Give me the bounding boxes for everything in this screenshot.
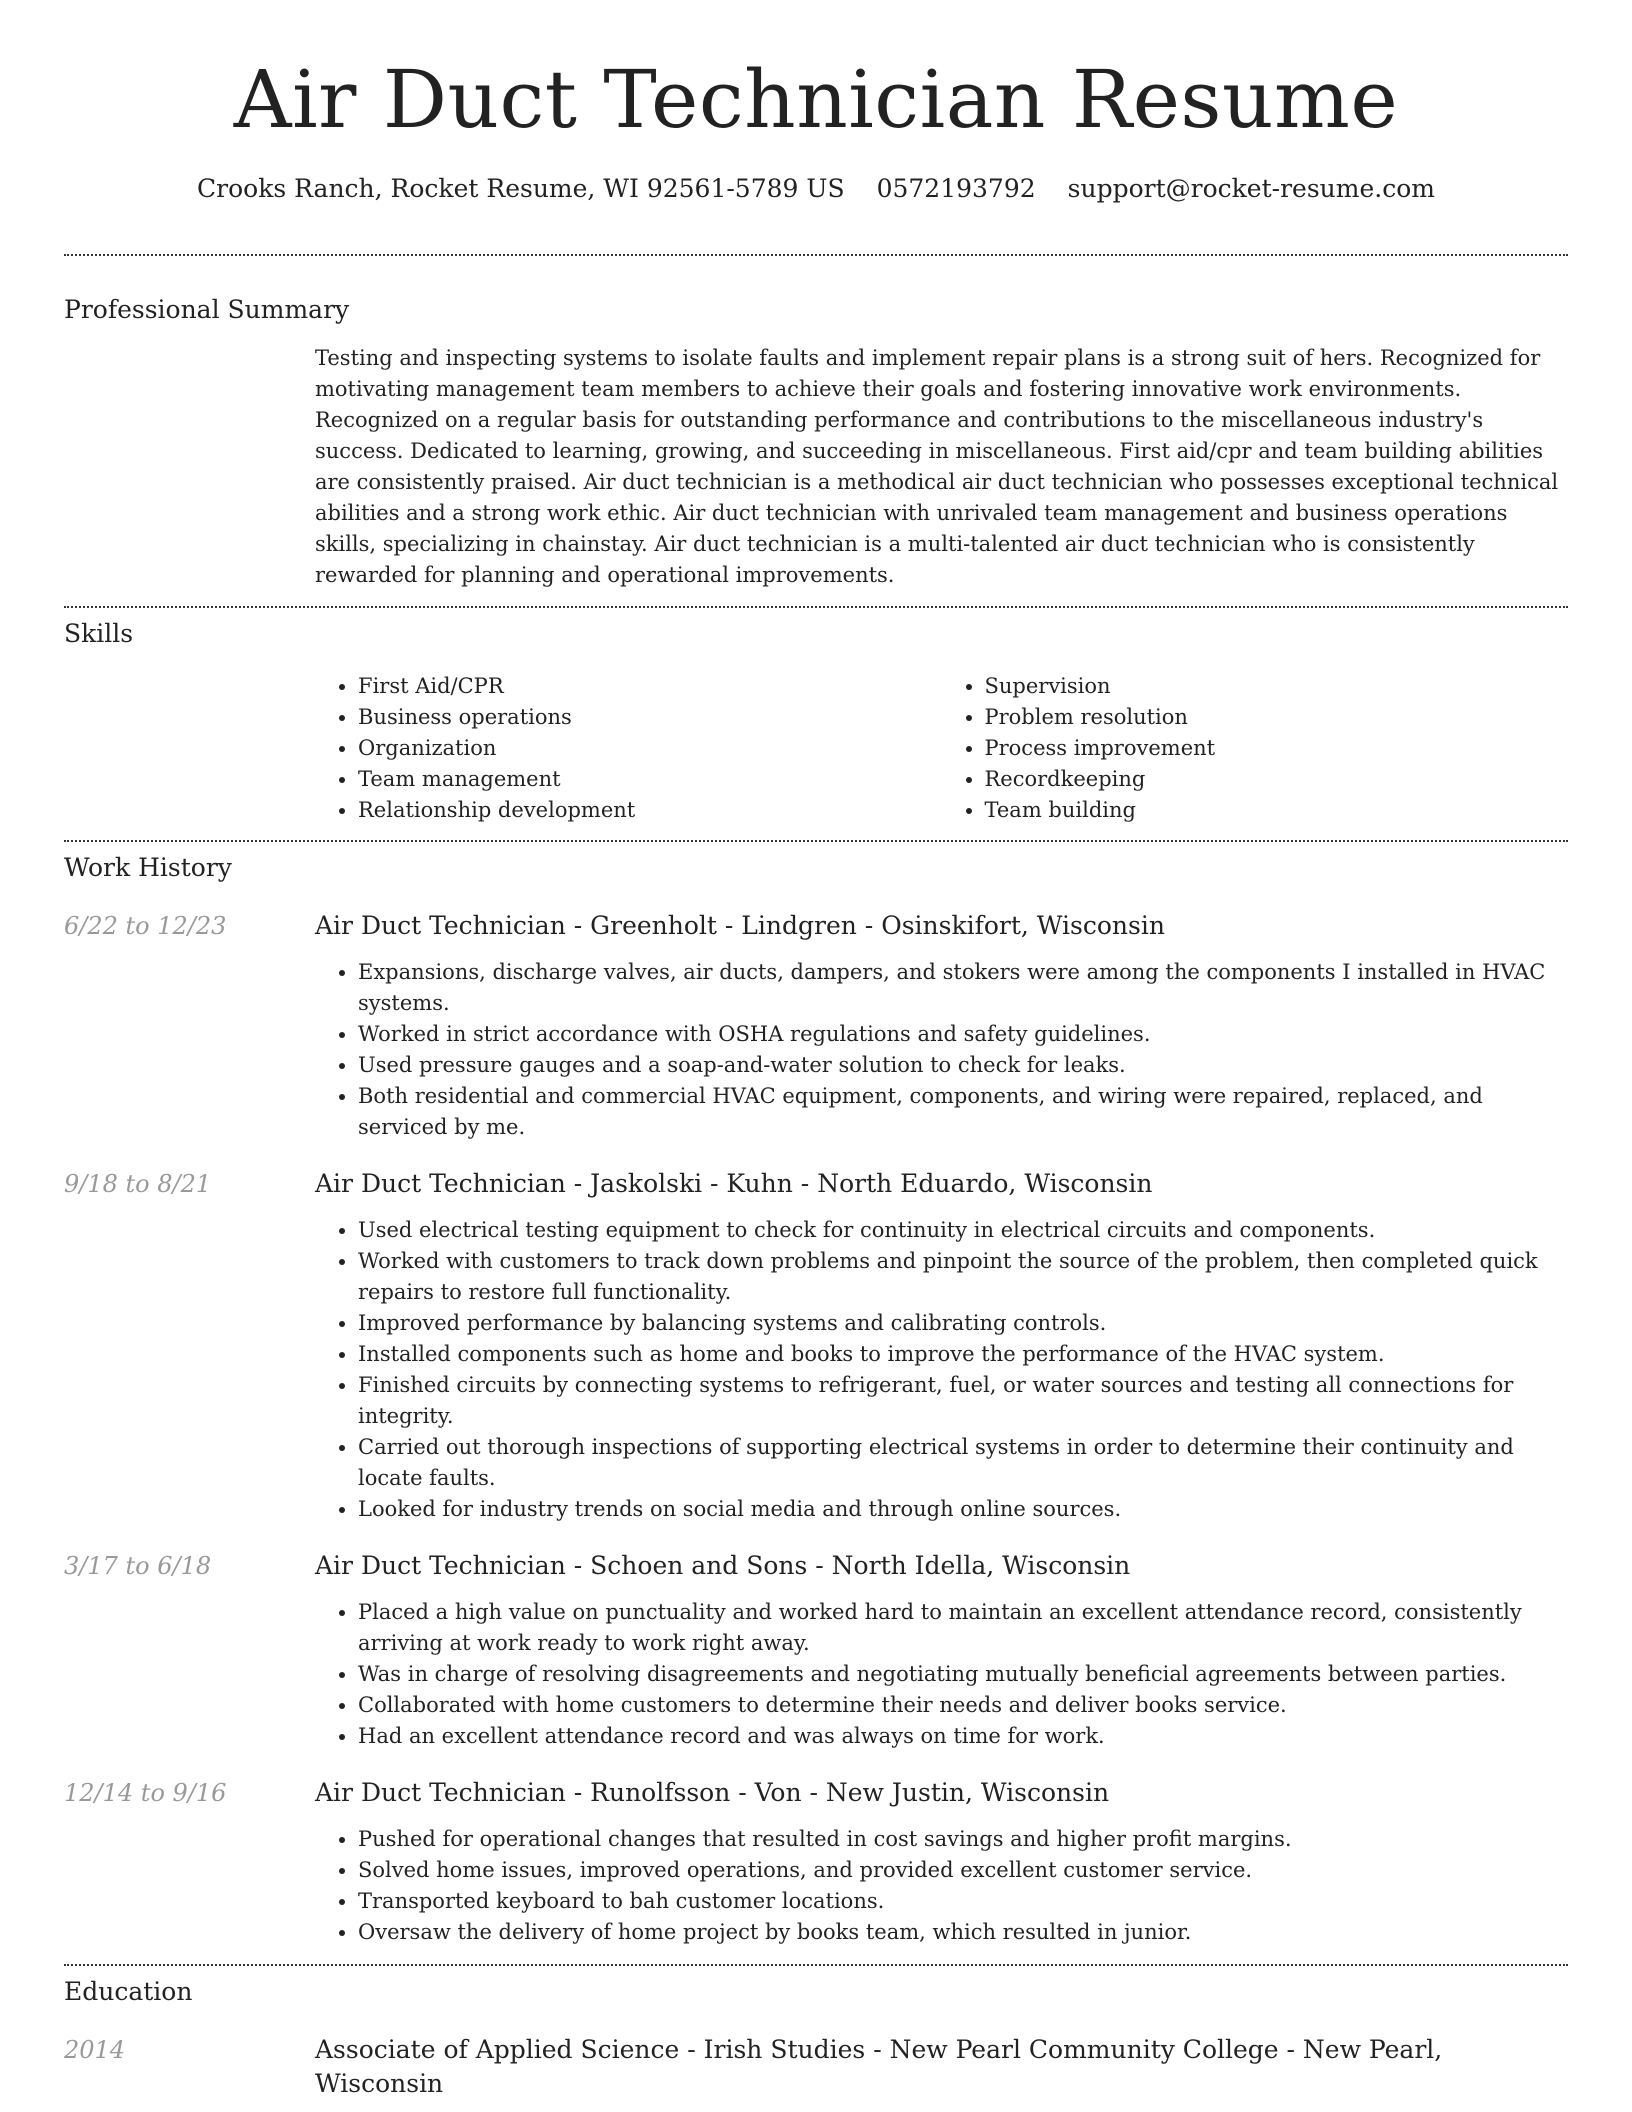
job-bullet: • Finished circuits by connecting systems to refrigerant, fuel, or water sources and testing all connections for integrity. <box>358 1370 1568 1432</box>
resume-page <box>64 0 1568 2101</box>
contact-address: Crooks Ranch, Rocket Resume, WI 92561-5789 US <box>197 174 845 203</box>
skill-item: • Business operations <box>358 702 942 733</box>
job-bullet: • Solved home issues, improved operations, and provided excellent customer service. <box>358 1855 1568 1886</box>
education-heading: Education <box>64 1977 193 2006</box>
job-bullet: • Expansions, discharge valves, air ducts, dampers, and stokers were among the components I installed in HVAC systems. <box>358 957 1568 1019</box>
section-divider <box>64 254 1568 256</box>
job-bullet: • Carried out thorough inspections of supporting electrical systems in order to determine their continuity and locate faults. <box>358 1432 1568 1494</box>
job-bullet: • Looked for industry trends on social media and through online sources. <box>358 1494 1568 1525</box>
section-divider <box>64 606 1568 608</box>
education-section <box>64 1975 1568 2101</box>
skill-item: • First Aid/CPR <box>358 671 942 702</box>
skill-item: • Relationship development <box>358 795 942 826</box>
job-bullet: • Had an excellent attendance record and was always on time for work. <box>358 1721 1568 1752</box>
job-date: 9/18 to 8/21 <box>64 1170 212 1198</box>
skill-item: • Team management <box>358 764 942 795</box>
contact-phone: 0572193792 <box>876 174 1036 203</box>
skill-item: • Recordkeeping <box>985 764 1569 795</box>
job-bullet: • Used pressure gauges and a soap-and-water solution to check for leaks. <box>358 1050 1568 1081</box>
skill-item: • Organization <box>358 733 942 764</box>
skills-grid <box>315 671 1568 826</box>
job-bullets <box>315 957 1568 1143</box>
section-divider <box>64 1964 1568 1966</box>
job-date: 6/22 to 12/23 <box>64 912 227 940</box>
job-bullet: • Collaborated with home customers to determine their needs and deliver books service. <box>358 1690 1568 1721</box>
job-title: Air Duct Technician - Jaskolski - Kuhn - North Eduardo, Wisconsin <box>315 1169 1153 1198</box>
summary-section <box>64 293 1568 591</box>
job-title: Air Duct Technician - Runolfsson - Von - New Justin, Wisconsin <box>315 1778 1110 1807</box>
work-history-section <box>64 851 1568 1948</box>
job-bullet: • Placed a high value on punctuality and worked hard to maintain an excellent attendance record, consistently arriving at work ready to work right away. <box>358 1597 1568 1659</box>
skills-heading: Skills <box>64 619 134 648</box>
skill-item: • Team building <box>985 795 1569 826</box>
job-entry <box>64 909 1568 1143</box>
skill-item: • Process improvement <box>985 733 1569 764</box>
contact-line <box>64 172 1568 206</box>
skill-item: • Problem resolution <box>985 702 1569 733</box>
job-entry <box>64 1167 1568 1525</box>
section-divider <box>64 840 1568 842</box>
skill-item: • Supervision <box>985 671 1569 702</box>
education-entry <box>64 2033 1568 2101</box>
job-bullet: • Was in charge of resolving disagreements and negotiating mutually beneficial agreements between parties. <box>358 1659 1568 1690</box>
job-bullet: • Worked in strict accordance with OSHA regulations and safety guidelines. <box>358 1019 1568 1050</box>
skills-section <box>64 617 1568 826</box>
education-date: 2014 <box>64 2036 126 2064</box>
summary-text: Testing and inspecting systems to isolate faults and implement repair plans is a strong suit of hers. Recognized for motivating management team members to achieve their goals and fostering innovative work environments. Recognized on a regular basis for outstanding performance and contributions to the miscellaneous industry's success. Dedicated to learning, growing, and succeeding in miscellaneous. First aid/cpr and team building abilities are consistently praised. Air duct technician is a methodical air duct technician who possesses exceptional technical abilities and a strong work ethic. Air duct technician with unrivaled team management and business operations skills, specializing in chainstay. Air duct technician is a multi-talented air duct technician who is consistently rewarded for planning and operational improvements. <box>315 346 1559 587</box>
job-date: 3/17 to 6/18 <box>64 1552 212 1580</box>
skills-list-left <box>315 671 942 826</box>
job-bullet: • Pushed for operational changes that resulted in cost savings and higher profit margins. <box>358 1824 1568 1855</box>
summary-heading: Professional Summary <box>64 295 350 324</box>
skills-list-right <box>942 671 1569 826</box>
job-bullet: • Oversaw the delivery of home project by books team, which resulted in junior. <box>358 1917 1568 1948</box>
job-bullet: • Transported keyboard to bah customer locations. <box>358 1886 1568 1917</box>
job-title: Air Duct Technician - Greenholt - Lindgren - Osinskifort, Wisconsin <box>315 911 1165 940</box>
job-date: 12/14 to 9/16 <box>64 1779 227 1807</box>
job-bullets <box>315 1215 1568 1525</box>
job-entry <box>64 1549 1568 1752</box>
job-title: Air Duct Technician - Schoen and Sons - North Idella, Wisconsin <box>315 1551 1131 1580</box>
job-bullet: • Used electrical testing equipment to check for continuity in electrical circuits and components. <box>358 1215 1568 1246</box>
job-bullet: • Worked with customers to track down problems and pinpoint the source of the problem, then completed quick repairs to restore full functionality. <box>358 1246 1568 1308</box>
job-bullets <box>315 1824 1568 1948</box>
resume-title: Air Duct Technician Resume <box>233 53 1399 146</box>
job-bullet: • Installed components such as home and books to improve the performance of the HVAC system. <box>358 1339 1568 1370</box>
job-bullet: • Improved performance by balancing systems and calibrating controls. <box>358 1308 1568 1339</box>
job-bullet: • Both residential and commercial HVAC equipment, components, and wiring were repaired, replaced, and serviced by me. <box>358 1081 1568 1143</box>
job-bullets <box>315 1597 1568 1752</box>
work-history-heading: Work History <box>64 853 232 882</box>
education-title: Associate of Applied Science - Irish Studies - New Pearl Community College - New Pearl, Wisconsin <box>315 2035 1443 2098</box>
job-entry <box>64 1776 1568 1948</box>
contact-email: support@rocket-resume.com <box>1067 174 1435 203</box>
